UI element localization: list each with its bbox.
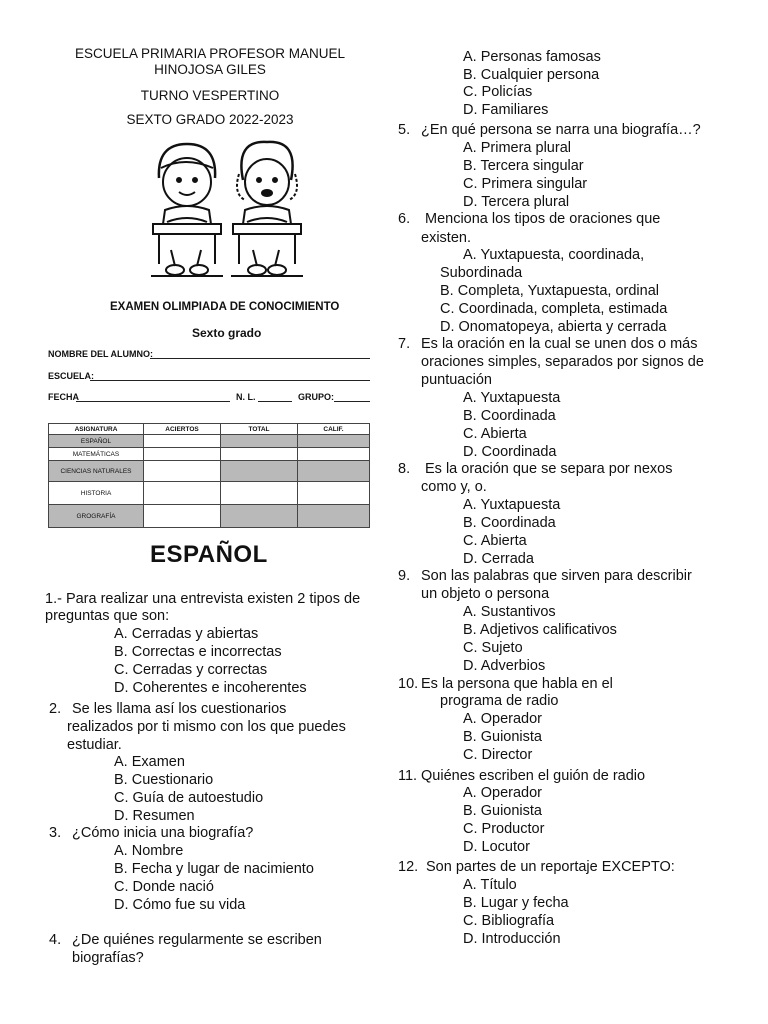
date-field-label: FECHA (48, 392, 79, 402)
q2-option-a[interactable]: A. Examen (114, 754, 185, 770)
table-row (49, 505, 370, 528)
q4-text-line1: ¿De quiénes regularmente se escriben (72, 932, 322, 948)
nl-field-label: N. L. (236, 392, 256, 402)
header-cell: CALIF. (298, 424, 370, 435)
school-field-line[interactable] (90, 380, 370, 381)
q8-option-c[interactable]: C. Abierta (463, 533, 527, 549)
score-cell[interactable] (144, 461, 221, 482)
score-cell[interactable] (298, 448, 370, 461)
q8-option-a[interactable]: A. Yuxtapuesta (463, 497, 561, 513)
q10-text-line2: programa de radio (440, 693, 559, 709)
score-table-header (49, 424, 370, 435)
group-field-label: GRUPO: (298, 392, 334, 402)
q11-number: 11. (398, 768, 418, 784)
exam-subtitle: Sexto grado (192, 326, 262, 340)
table-row (49, 461, 370, 482)
q4-text-line2: biografías? (72, 950, 144, 966)
q6-text-line2: existen. (421, 230, 471, 246)
students-illustration (145, 138, 305, 288)
q8-option-b[interactable]: B. Coordinada (463, 515, 556, 531)
school-line-2: HINOJOSA GILES (154, 62, 266, 77)
q1-option-d[interactable]: D. Coherentes e incoherentes (114, 680, 307, 696)
score-cell[interactable] (221, 461, 298, 482)
q3-option-a[interactable]: A. Nombre (114, 843, 184, 859)
score-cell[interactable] (298, 482, 370, 505)
q7-text-line3: puntuación (421, 372, 492, 388)
q4-option-b[interactable]: B. Cualquier persona (463, 67, 600, 83)
q8-number: 8. (398, 461, 411, 477)
subject-cell: MATEMÁTICAS (49, 448, 144, 461)
q6-option-d[interactable]: D. Onomatopeya, abierta y cerrada (440, 319, 667, 335)
q4-option-c[interactable]: C. Policías (463, 84, 533, 100)
q11-option-b[interactable]: B. Guionista (463, 803, 542, 819)
table-row (49, 435, 370, 448)
q1-option-b[interactable]: B. Correctas e incorrectas (114, 644, 282, 660)
subject-cell: ESPAÑOL (49, 435, 144, 448)
header-cell: ASIGNATURA (49, 424, 144, 435)
q9-text-line1: Son las palabras que sirven para describir (421, 568, 692, 584)
q1-text-line1: 1.- Para realizar una entrevista existen 2 tipos de (45, 591, 361, 607)
q3-option-d[interactable]: D. Cómo fue su vida (114, 897, 246, 913)
header-cell: TOTAL (221, 424, 298, 435)
q9-option-d[interactable]: D. Adverbios (463, 658, 546, 674)
q7-number: 7. (398, 336, 411, 352)
q3-text-line1: ¿Cómo inicia una biografía? (72, 825, 254, 841)
score-cell[interactable] (144, 448, 221, 461)
q9-number: 9. (398, 568, 411, 584)
q10-option-a[interactable]: A. Operador (463, 711, 542, 727)
q12-option-d[interactable]: D. Introducción (463, 931, 561, 947)
q4-option-a[interactable]: A. Personas famosas (463, 49, 601, 65)
q6-option-a[interactable]: A. Yuxtapuesta, coordinada, (463, 247, 645, 263)
q12-number: 12. (398, 859, 419, 875)
q9-option-b[interactable]: B. Adjetivos calificativos (463, 622, 617, 638)
q6-option-a-cont[interactable]: Subordinada (440, 265, 523, 281)
q11-option-d[interactable]: D. Locutor (463, 839, 530, 855)
q10-text-line1: Es la persona que habla en el (421, 676, 613, 692)
q6-number: 6. (398, 211, 411, 227)
q5-option-c[interactable]: C. Primera singular (463, 176, 588, 192)
q5-text-line1: ¿En qué persona se narra una biografía…? (421, 122, 701, 138)
q2-option-b[interactable]: B. Cuestionario (114, 772, 214, 788)
table-row (49, 448, 370, 461)
q5-option-a[interactable]: A. Primera plural (463, 140, 571, 156)
score-cell[interactable] (221, 435, 298, 448)
q2-text-line1: Se les llama así los cuestionarios (72, 701, 287, 717)
q9-text-line2: un objeto o persona (421, 586, 550, 602)
school-line-1: ESCUELA PRIMARIA PROFESOR MANUEL (74, 46, 346, 61)
score-cell[interactable] (298, 461, 370, 482)
nl-field-line[interactable] (258, 401, 292, 402)
q6-text-line1: Menciona los tipos de oraciones que (425, 211, 661, 227)
q7-text-line2: oraciones simples, separados por signos de (421, 354, 704, 370)
q7-option-d[interactable]: D. Coordinada (463, 444, 557, 460)
q5-option-b[interactable]: B. Tercera singular (463, 158, 584, 174)
school-name (40, 46, 380, 78)
q3-option-c[interactable]: C. Donde nació (114, 879, 214, 895)
q9-option-a[interactable]: A. Sustantivos (463, 604, 556, 620)
q3-option-b[interactable]: B. Fecha y lugar de nacimiento (114, 861, 314, 877)
q9-option-c[interactable]: C. Sujeto (463, 640, 523, 656)
name-field-label: NOMBRE DEL ALUMNO: (48, 349, 153, 359)
subject-cell: HISTORIA (49, 482, 144, 505)
table-row (49, 482, 370, 505)
q12-option-b[interactable]: B. Lugar y fecha (463, 895, 569, 911)
grade-year-label: SEXTO GRADO 2022-2023 (126, 112, 294, 127)
name-field-line[interactable] (150, 358, 370, 359)
q12-text-line1: Son partes de un reportaje EXCEPTO: (426, 859, 675, 875)
subject-cell: CIENCIAS NATURALES (49, 461, 144, 482)
score-cell[interactable] (144, 435, 221, 448)
q11-option-c[interactable]: C. Productor (463, 821, 545, 837)
score-cell[interactable] (144, 482, 221, 505)
subject-cell: GROGRAFÍA (49, 505, 144, 528)
header-cell: ACIERTOS (144, 424, 221, 435)
score-cell[interactable] (298, 435, 370, 448)
score-cell[interactable] (144, 505, 221, 528)
q4-number: 4. (49, 932, 62, 948)
q2-option-d[interactable]: D. Resumen (114, 808, 195, 824)
q1-option-a[interactable]: A. Cerradas y abiertas (114, 626, 259, 642)
score-cell[interactable] (221, 448, 298, 461)
q2-text-line2: realizados por ti mismo con los que puedes (67, 719, 346, 735)
date-field-line[interactable] (76, 401, 230, 402)
exam-title: EXAMEN OLIMPIADA DE CONOCIMIENTO (110, 301, 340, 313)
q12-option-c[interactable]: C. Bibliografía (463, 913, 555, 929)
q4-option-d[interactable]: D. Familiares (463, 102, 549, 118)
q12-option-a[interactable]: A. Título (463, 877, 517, 893)
shift-label: TURNO VESPERTINO (140, 88, 280, 103)
q7-text-line1: Es la oración en la cual se unen dos o más (421, 336, 698, 352)
girl-figure (231, 142, 303, 276)
q2-option-c[interactable]: C. Guía de autoestudio (114, 790, 264, 806)
boy-figure (151, 144, 223, 276)
q6-option-b[interactable]: B. Completa, Yuxtapuesta, ordinal (440, 283, 659, 299)
school-field-label: ESCUELA: (48, 371, 95, 381)
q7-option-c[interactable]: C. Abierta (463, 426, 527, 442)
q5-number: 5. (398, 122, 411, 138)
q8-option-d[interactable]: D. Cerrada (463, 551, 534, 567)
q6-option-c[interactable]: C. Coordinada, completa, estimada (440, 301, 668, 317)
q7-option-a[interactable]: A. Yuxtapuesta (463, 390, 561, 406)
q10-number: 10. (398, 676, 419, 692)
score-cell[interactable] (298, 505, 370, 528)
group-field-line[interactable] (334, 401, 370, 402)
q10-option-c[interactable]: C. Director (463, 747, 533, 763)
q10-option-b[interactable]: B. Guionista (463, 729, 542, 745)
q1-text-line2: preguntas que son: (45, 608, 170, 624)
q1-option-c[interactable]: C. Cerradas y correctas (114, 662, 268, 678)
section-title: ESPAÑOL (150, 541, 268, 568)
q11-text-line1: Quiénes escriben el guión de radio (421, 768, 646, 784)
q2-text-line3: estudiar. (67, 737, 122, 753)
q5-option-d[interactable]: D. Tercera plural (463, 194, 570, 210)
score-cell[interactable] (221, 505, 298, 528)
q7-option-b[interactable]: B. Coordinada (463, 408, 556, 424)
q11-option-a[interactable]: A. Operador (463, 785, 542, 801)
q2-number: 2. (49, 701, 62, 717)
q8-text-line2: como y, o. (421, 479, 487, 495)
q3-number: 3. (49, 825, 62, 841)
score-table (48, 423, 370, 528)
score-cell[interactable] (221, 482, 298, 505)
q8-text-line1: Es la oración que se separa por nexos (425, 461, 673, 477)
